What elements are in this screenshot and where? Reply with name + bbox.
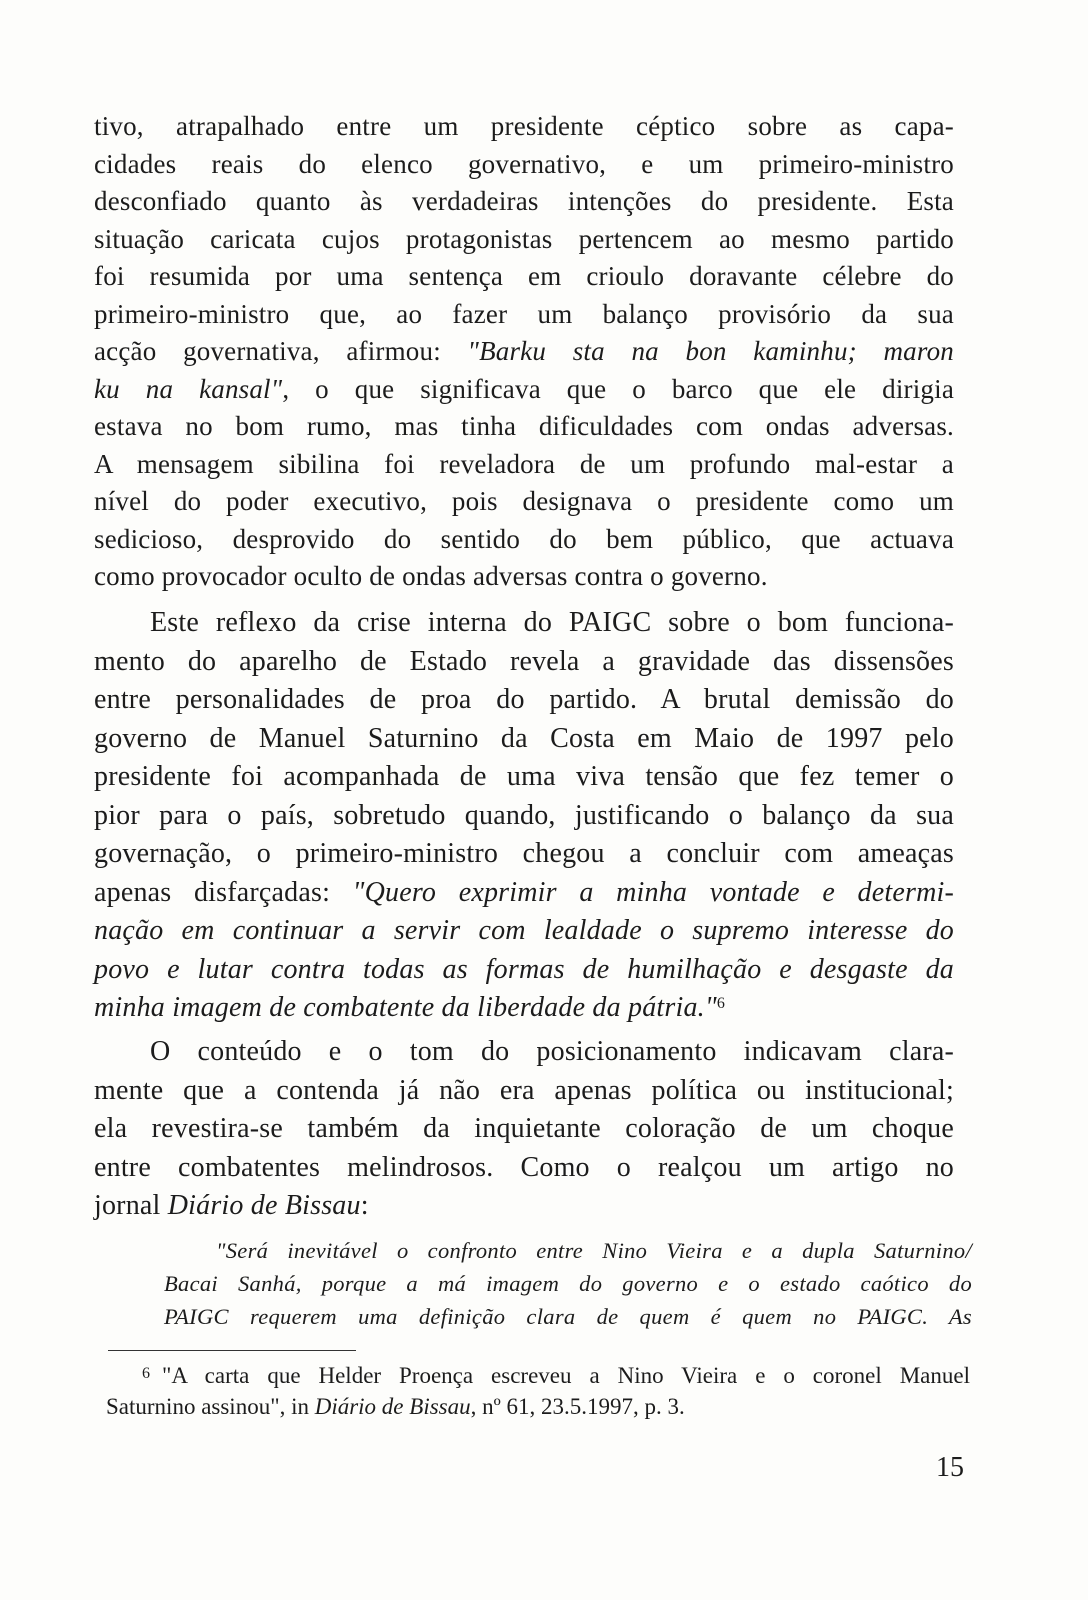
text-line [94, 333, 954, 371]
text-line: nível do poder executivo, pois designava o presidente como um [94, 486, 954, 516]
footnote-text: "A carta que Helder Proença escreveu a Nino Vieira e o coronel Manuel [162, 1363, 970, 1388]
footnote-text: Saturnino assinou", in [106, 1394, 315, 1419]
newspaper-title: Diário de Bissau [167, 1190, 361, 1221]
text-run: : [360, 1190, 369, 1221]
quote-line: "Será inevitável o confronto entre Nino Vieira e a dupla Saturnino/ [216, 1238, 972, 1263]
footnote-source-title: Diário de Bissau [314, 1394, 471, 1419]
text-run: apenas disfarçadas: [94, 876, 353, 908]
text-line: povo e lutar contra todas as formas de humilhação e desgaste da [94, 953, 954, 985]
text-line: presidente foi acompanhada de uma viva tensão que fez temer o [94, 761, 954, 792]
text-line [94, 989, 954, 1028]
text-line: como provocador oculto de ondas adversas contra o governo. [94, 561, 768, 591]
text-line: foi resumida por uma sentença em crioulo doravante célebre do [94, 261, 954, 291]
text-line: mento do aparelho de Estado revela a gravidade das dissensões [94, 645, 954, 677]
quoted-statement-end: minha imagem de combatente da liberdade da pátria." [94, 992, 717, 1023]
text-line: tivo, atrapalhado entre um presidente céptico sobre as capa- [94, 111, 954, 141]
quote-line: Bacai Sanhá, porque a má imagem do governo e o estado caótico do [164, 1271, 972, 1296]
footnote-separator [108, 1350, 356, 1351]
text-line: ela revestira-se também da inquietante coloração de um choque [94, 1113, 954, 1144]
text-line: Este reflexo da crise interna do PAIGC sobre o bom funciona- [150, 607, 954, 638]
text-line: entre personalidades de proa do partido. A brutal demissão do [94, 684, 954, 715]
block-quote [164, 1234, 972, 1333]
text-line [94, 874, 954, 913]
text-line: situação caricata cujos protagonistas pertencem ao mesmo partido [94, 223, 954, 254]
text-line: primeiro-ministro que, ao fazer um balanço provisório da sua [94, 298, 954, 329]
text-line: pior para o país, sobretudo quando, justificando o balanço da sua [94, 799, 954, 831]
footnote-reference[interactable]: 6 [716, 995, 726, 1012]
paragraph-2 [94, 604, 954, 1028]
footnote [106, 1360, 970, 1422]
text-run: jornal [94, 1190, 168, 1221]
text-line: estava no bom rumo, mas tinha dificuldades com ondas adversas. [94, 411, 954, 441]
footnote-text: , nº 61, 23.5.1997, p. 3. [470, 1394, 685, 1419]
footnote-line [106, 1391, 970, 1422]
footnote-number: 6 [142, 1365, 150, 1382]
text-run: acção governativa, afirmou: [94, 336, 468, 366]
text-line: governo de Manuel Saturnino da Costa em Maio de 1997 pelo [94, 722, 954, 754]
text-line: sedicioso, desprovido do sentido do bem público, que actuava [94, 523, 954, 554]
text-line: entre combatentes melindrosos. Como o realçou um artigo no [94, 1151, 954, 1183]
text-line: cidades reais do elenco governativo, e um primeiro-ministro [94, 148, 954, 179]
paragraph-3 [94, 1033, 954, 1226]
footnote-line [106, 1360, 970, 1391]
text-line [94, 371, 954, 409]
paragraph-1 [94, 108, 954, 596]
text-run: , o que significava que o barco que ele dirigia [282, 373, 955, 404]
text-line: O conteúdo e o tom do posicionamento indicavam clara- [150, 1036, 954, 1067]
page-number: 15 [936, 1452, 964, 1483]
text-line: nação em continuar a servir com lealdade o supremo interesse do [94, 915, 954, 946]
creole-quote-end: ku na kansal" [94, 373, 283, 404]
text-line [94, 1187, 954, 1226]
quote-line: PAIGC requerem uma definição clara de quem é quem no PAIGC. As [164, 1304, 972, 1329]
text-line: desconfiado quanto às verdadeiras intenções do presidente. Esta [94, 186, 954, 216]
text-line: A mensagem sibilina foi reveladora de um profundo mal-estar a [94, 448, 954, 479]
quoted-statement: "Quero exprimir a minha vontade e determi- [352, 876, 955, 908]
creole-quote: "Barku sta na bon kaminhu; maron [467, 336, 954, 366]
text-line: mente que a contenda já não era apenas política ou institucional; [94, 1074, 954, 1106]
text-line: governação, o primeiro-ministro chegou a concluir com ameaças [94, 838, 954, 869]
